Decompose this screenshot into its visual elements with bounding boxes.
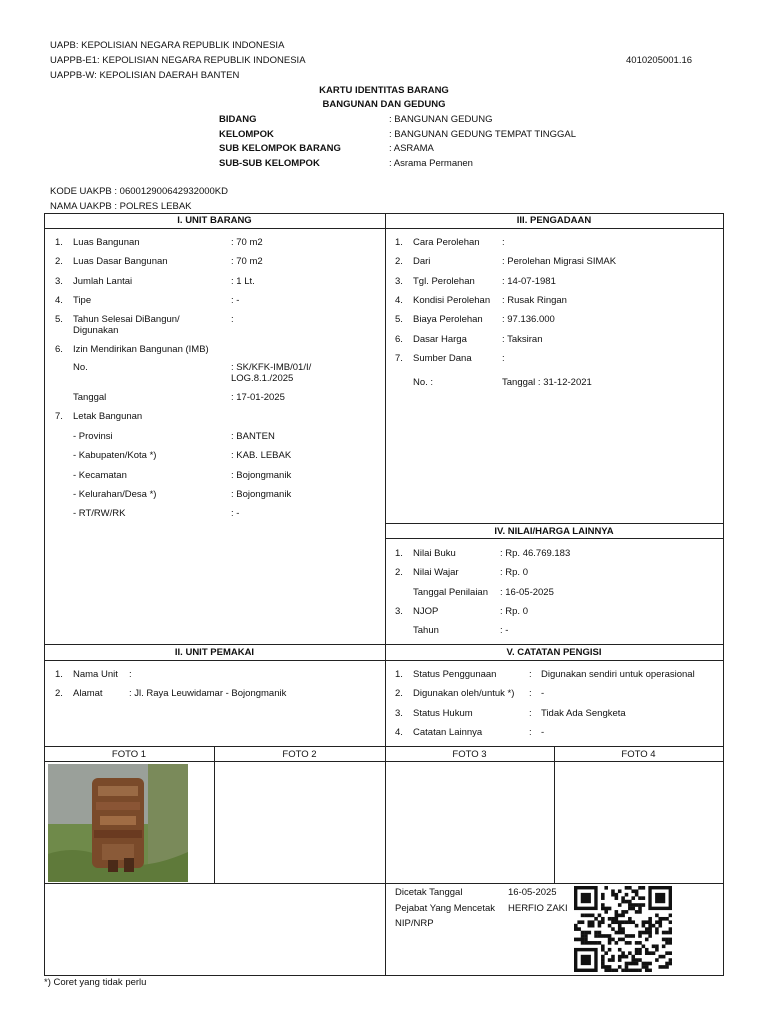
item-value: : Rp. 46.769.183 xyxy=(500,548,571,559)
item-label: - Kelurahan/Desa *) xyxy=(73,489,157,500)
item-label: Jumlah Lantai xyxy=(73,276,133,287)
item-colon: : xyxy=(529,708,532,719)
item-value: : 1 Lt. xyxy=(231,276,255,287)
item-value: : 16-05-2025 xyxy=(500,587,554,598)
item-value: : Perolehan Migrasi SIMAK xyxy=(502,256,617,267)
qr-code xyxy=(574,886,672,972)
item-number: 2. xyxy=(395,688,403,699)
classification-label: SUB-SUB KELOMPOK xyxy=(219,158,320,169)
item-label: - RT/RW/RK xyxy=(73,508,126,519)
item-number: 2. xyxy=(55,688,63,699)
item-label: No. xyxy=(73,362,88,373)
classification-label: KELOMPOK xyxy=(219,129,274,140)
item-value: : xyxy=(502,353,505,364)
item-value: : SK/KFK-IMB/01/I/ LOG.8.1./2025 xyxy=(231,362,312,384)
foto-4-title: FOTO 4 xyxy=(621,749,656,760)
item-label: Luas Dasar Bangunan xyxy=(73,256,168,267)
item-label: Izin Mendirikan Bangunan (IMB) xyxy=(73,344,209,355)
item-number: 3. xyxy=(395,606,403,617)
item-number: 1. xyxy=(395,548,403,559)
unit-barang-title: I. UNIT BARANG xyxy=(177,215,252,226)
item-colon: : xyxy=(529,688,532,699)
item-value: : xyxy=(502,237,505,248)
item-number: 7. xyxy=(395,353,403,364)
item-value: : 97.136.000 xyxy=(502,314,555,325)
item-number: 1. xyxy=(395,237,403,248)
item-label: Cara Perolehan xyxy=(413,237,480,248)
foto-1-title: FOTO 1 xyxy=(111,749,147,760)
item-label: No. : xyxy=(413,377,434,388)
item-value: - xyxy=(541,688,545,699)
nilai-title: IV. NILAI/HARGA LAINNYA xyxy=(494,526,614,537)
item-label: Biaya Perolehan xyxy=(413,314,483,325)
item-label: Luas Bangunan xyxy=(73,237,140,248)
item-label: Tipe xyxy=(73,295,92,306)
classification-value: : Asrama Permanen xyxy=(389,158,473,169)
item-label: Sumber Dana xyxy=(413,353,472,364)
foto-3-title: FOTO 3 xyxy=(452,749,487,760)
item-label: - Provinsi xyxy=(73,431,113,442)
document-subtitle: BANGUNAN DAN GEDUNG xyxy=(322,99,446,110)
foto-1-image xyxy=(48,764,188,882)
item-number: 2. xyxy=(395,567,403,578)
item-value: : 14-07-1981 xyxy=(502,276,556,287)
uapb-line: UAPB: KEPOLISIAN NEGARA REPUBLIK INDONESIA xyxy=(50,40,285,51)
classification-label: BIDANG xyxy=(219,114,257,125)
item-value: : Rusak Ringan xyxy=(502,295,567,306)
unit-pemakai-title: II. UNIT PEMAKAI xyxy=(174,647,255,658)
item-value: Digunakan sendiri untuk operasional xyxy=(541,669,695,680)
item-number: 5. xyxy=(55,314,63,325)
item-value: : BANTEN xyxy=(231,431,275,442)
item-label: Catatan Lainnya xyxy=(413,727,483,738)
item-value: : 70 m2 xyxy=(231,256,263,267)
document-title: KARTU IDENTITAS BARANG xyxy=(319,85,449,96)
item-value: - xyxy=(541,727,545,738)
item-number: 1. xyxy=(395,669,403,680)
item-number: 4. xyxy=(395,295,403,306)
item-label: Letak Bangunan xyxy=(73,411,143,422)
item-number: 4. xyxy=(395,727,403,738)
item-label: - Kabupaten/Kota *) xyxy=(73,450,157,461)
item-value: : Rp. 0 xyxy=(500,606,528,617)
footnote: *) Coret yang tidak perlu xyxy=(44,977,147,988)
classification-value: : BANGUNAN GEDUNG TEMPAT TINGGAL xyxy=(389,129,577,140)
pejabat-value: HERFIO ZAKI xyxy=(508,903,568,914)
item-label: Dasar Harga xyxy=(413,334,467,345)
item-label: Kondisi Perolehan xyxy=(413,295,491,306)
item-number: 6. xyxy=(55,344,63,355)
item-number: 1. xyxy=(55,237,63,248)
dicetak-value: 16-05-2025 xyxy=(508,887,557,898)
classification-value: : BANGUNAN GEDUNG xyxy=(389,114,493,125)
item-value: : - xyxy=(231,295,240,306)
item-number: 5. xyxy=(395,314,403,325)
item-number: 2. xyxy=(55,256,63,267)
item-value: Tidak Ada Sengketa xyxy=(541,708,626,719)
classification-label: SUB KELOMPOK BARANG xyxy=(219,143,341,154)
item-value: : xyxy=(129,669,132,680)
uappb-e1-line: UAPPB-E1: KEPOLISIAN NEGARA REPUBLIK INDONESIA xyxy=(50,55,306,66)
item-label: Tanggal Penilaian xyxy=(413,587,489,598)
item-number: 3. xyxy=(395,276,403,287)
item-label: Tanggal xyxy=(73,392,107,403)
item-label: Dari xyxy=(413,256,431,267)
item-value: : - xyxy=(231,508,240,519)
item-number: 4. xyxy=(55,295,63,306)
item-number: 6. xyxy=(395,334,403,345)
item-label: Tgl. Perolehan xyxy=(413,276,475,287)
nip-label: NIP/NRP xyxy=(395,918,434,929)
item-value: : KAB. LEBAK xyxy=(231,450,292,461)
item-number: 1. xyxy=(55,669,63,680)
item-colon: : xyxy=(529,727,532,738)
item-value: : 17-01-2025 xyxy=(231,392,285,403)
item-label: Tahun xyxy=(413,625,439,636)
item-value: : - xyxy=(500,625,509,636)
item-label: Alamat xyxy=(73,688,103,699)
item-number: 2. xyxy=(395,256,403,267)
pejabat-label: Pejabat Yang Mencetak xyxy=(395,903,495,914)
item-value: : xyxy=(231,314,234,325)
item-value: Tanggal : 31-12-2021 xyxy=(502,377,592,388)
dicetak-label: Dicetak Tanggal xyxy=(395,887,463,898)
item-value: : Rp. 0 xyxy=(500,567,528,578)
catatan-title: V. CATATAN PENGISI xyxy=(506,647,602,658)
item-value: : Bojongmanik xyxy=(231,470,292,481)
item-label: Nilai Wajar xyxy=(413,567,459,578)
item-number: 7. xyxy=(55,411,63,422)
item-label: - Kecamatan xyxy=(73,470,127,481)
item-label: Nama Unit xyxy=(73,669,118,680)
item-number: 3. xyxy=(55,276,63,287)
item-colon: : xyxy=(529,669,532,680)
classification-value: : ASRAMA xyxy=(389,143,434,154)
kode-uakpb: KODE UAKPB : 060012900642932000KD xyxy=(50,186,228,197)
item-label: Nilai Buku xyxy=(413,548,456,559)
foto-2-title: FOTO 2 xyxy=(282,749,317,760)
item-label: Status Hukum xyxy=(413,708,473,719)
item-value: : Taksiran xyxy=(502,334,543,345)
nama-uakpb: NAMA UAKPB : POLRES LEBAK xyxy=(50,201,192,212)
item-label: Digunakan oleh/untuk *) xyxy=(413,688,515,699)
item-number: 3. xyxy=(395,708,403,719)
item-label: NJOP xyxy=(413,606,439,617)
item-value: : Jl. Raya Leuwidamar - Bojongmanik xyxy=(129,688,287,699)
item-value: : Bojongmanik xyxy=(231,489,292,500)
uappb-w-line: UAPPB-W: KEPOLISIAN DAERAH BANTEN xyxy=(50,70,240,81)
pengadaan-title: III. PENGADAAN xyxy=(516,215,592,226)
asset-code: 4010205001.16 xyxy=(626,55,693,66)
item-label: Tahun Selesai DiBangun/ Digunakan xyxy=(73,314,180,336)
item-label: Status Penggunaan xyxy=(413,669,497,680)
item-value: : 70 m2 xyxy=(231,237,263,248)
